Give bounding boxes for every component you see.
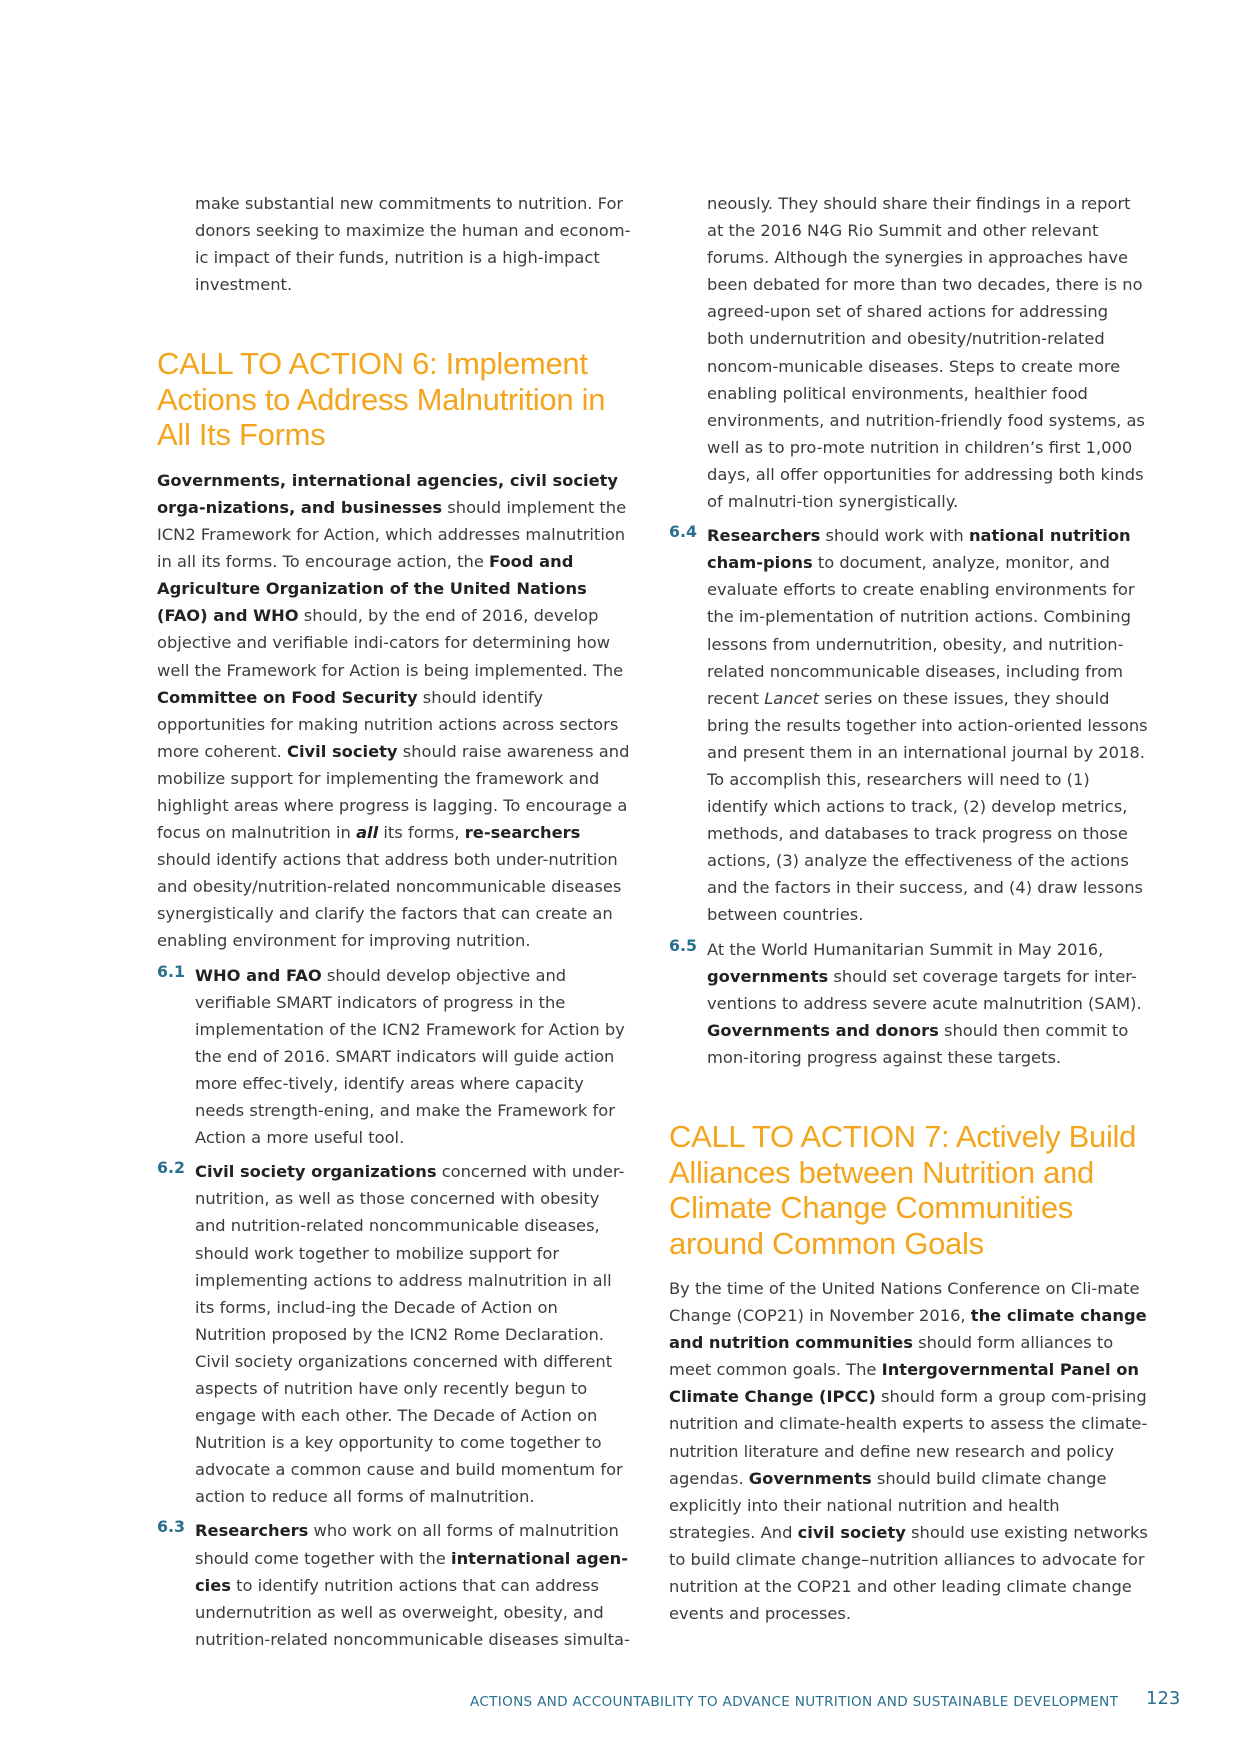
intro-paragraph: make substantial new commitments to nutrition. For donors seeking to maximize the human and econom-ic impact of their funds, nutrition is a high-impact investment.	[195, 194, 631, 295]
rec-text: At the World Humanitarian Summit in May 2016, governments should set coverage targets for inter-ventions to address severe acute malnutrition (SAM). Governments and donors should then commit to mon-itoring progress against these targets.	[707, 939, 1142, 1067]
rec-6-2	[157, 1158, 633, 1510]
running-footer: ACTIONS AND ACCOUNTABILITY TO ADVANCE NUTRITION AND SUSTAINABLE DEVELOPMENT	[470, 1694, 1119, 1710]
cta6-heading: CALL TO ACTION 6: Implement Actions to Address Malnutrition in All Its Forms	[157, 346, 606, 453]
cta7-heading: CALL TO ACTION 7: Actively Build Alliances between Nutrition and Climate Change Communities around Common Goals	[669, 1119, 1137, 1261]
cta6-body: Governments, international agencies, civil society orga-nizations, and businesses should implement the ICN2 Framework for Action, which addresses malnutrition in all its forms. To encourage action, the Food and Agriculture Organization of the United Nations (FAO) and WHO should, by the end of 2016, develop objective and verifiable indi-cators for determining how well the Framework for Action is being implemented. The Committee on Food Security should identify opportunities for making nutrition actions across sectors more coherent. Civil society should raise awareness and mobilize support for implementing the framework and highlight areas where progress is lagging. To encourage a focus on malnutrition in all its forms, re-searchers should identify actions that address both under-nutrition and obesity/nutrition-related noncommunicable diseases synergistically and clarify the factors that can create an enabling environment for improving nutrition.	[157, 470, 630, 951]
rec-text: Researchers who work on all forms of malnutrition should come together with the international agen-cies to identify nutrition actions that can address undernutrition as well as overweight, obesity, and nutrition-related noncommunicable diseases simulta-	[195, 1521, 630, 1649]
rec-number: 6.1	[157, 961, 185, 981]
page-number: 123	[1146, 1688, 1181, 1709]
rec-6-4	[669, 522, 1149, 928]
rec-6-1	[157, 962, 633, 1152]
cta6-recommendations	[157, 962, 633, 1653]
rec-number: 6.2	[157, 1158, 185, 1178]
cta7-body: By the time of the United Nations Conference on Cli-mate Change (COP21) in November 2016, the climate change and nutrition communities should form alliances to meet common goals. The Intergovernmental Panel on Climate Change (IPCC) should form a group com-prising nutrition and climate-health experts to assess the climate-nutrition literature and define new research and policy agendas. Governments should build climate change explicitly into their national nutrition and health strategies. And civil society should use existing networks to build climate change–nutrition alliances to advocate for nutrition at the COP21 and other leading climate change events and processes.	[669, 1279, 1148, 1624]
rec-number: 6.3	[157, 1517, 185, 1537]
rec-number: 6.5	[669, 935, 697, 955]
rec-text: Civil society organizations concerned with under-nutrition, as well as those concerned with obesity and nutrition-related noncommunicable diseases, should work together to mobilize support for implementing actions to address malnutrition in all its forms, includ-ing the Decade of Action on Nutrition proposed by the ICN2 Rome Declaration. Civil society organizations concerned with different aspects of nutrition have only recently begun to engage with each other. The Decade of Action on Nutrition is a key opportunity to come together to advocate a common cause and build momentum for action to reduce all forms of malnutrition.	[195, 1162, 625, 1507]
rec-6-3	[157, 1517, 633, 1652]
left-column	[157, 190, 633, 1653]
rec-text: WHO and FAO should develop objective and verifiable SMART indicators of progress in the implementation of the ICN2 Framework for Action by the end of 2016. SMART indicators will guide action more effec-tively, identify areas where capacity needs strength-ening, and make the Framework for Action a more useful tool.	[195, 965, 625, 1148]
rec-text: Researchers should work with national nutrition cham-pions to document, analyze, monitor, and evaluate efforts to create enabling environments for the im-plementation of nutrition actions. Combining lessons from undernutrition, obesity, and nutrition-related noncommunicable diseases, including from recent Lancet series on these issues, they should bring the results together into action-oriented lessons and present them in an international journal by 2018. To accomplish this, researchers will need to (1) identify which actions to track, (2) develop metrics, methods, and databases to track progress on those actions, (3) analyze the effectiveness of the actions and the factors in their success, and (4) draw lessons between countries.	[707, 526, 1148, 925]
rec-6-3-continued: neously. They should share their findings in a report at the 2016 N4G Rio Summit and other relevant forums. Although the synergies in approaches have been debated for more than two decades, there is no agreed-upon set of shared actions for addressing both undernutrition and obesity/nutrition-related noncom-municable diseases. Steps to create more enabling political environments, healthier food environments, and nutrition-friendly food systems, as well as to pro-mote nutrition in children’s first 1,000 days, all offer opportunities for addressing both kinds of malnutri-tion synergistically.	[707, 194, 1145, 512]
right-column	[669, 190, 1149, 1627]
rec-6-5	[669, 936, 1149, 1071]
rec-number: 6.4	[669, 522, 697, 542]
